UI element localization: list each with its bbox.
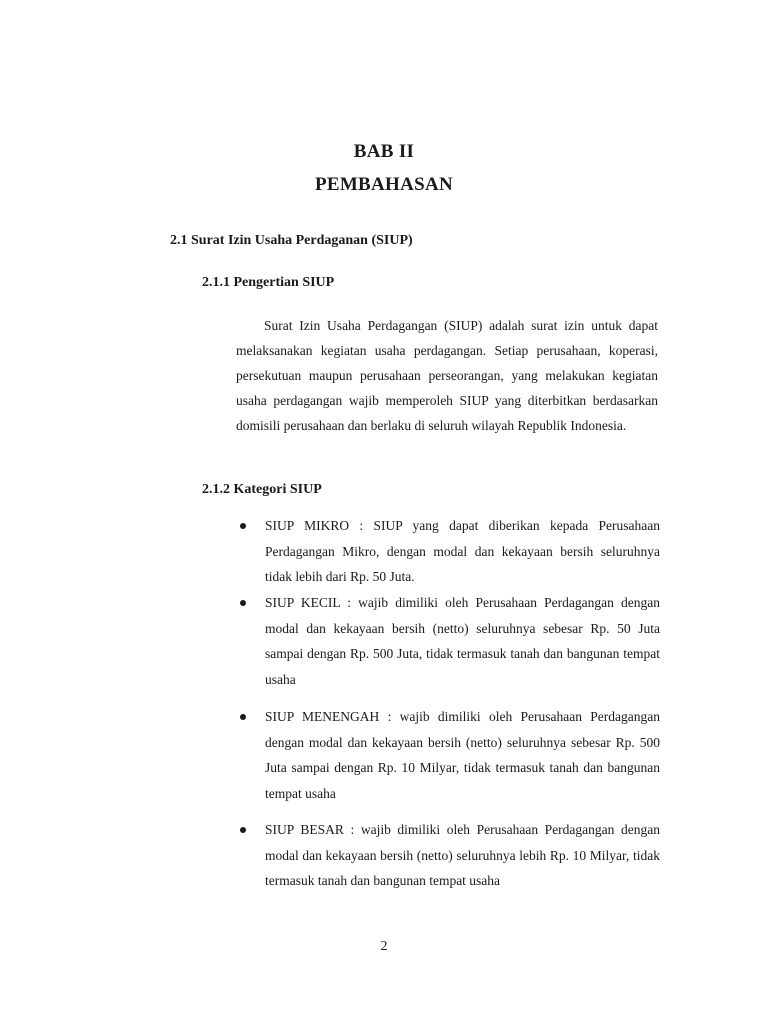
chapter-title: PEMBAHASAN <box>314 174 454 195</box>
page-number: 2 <box>380 939 388 954</box>
list-item-text: SIUP BESAR : wajib dimiliki oleh Perusahaan Perdagangan dengan modal dan kekayaan bersih (netto) seluruhnya lebih Rp. 10 Milyar, tidak termasuk tanah dan bangunan tempat usaha <box>265 822 660 888</box>
bullet-icon <box>240 714 246 720</box>
list-item-text: SIUP KECIL : wajib dimiliki oleh Perusahaan Perdagangan dengan modal dan kekayaan bersih (netto) seluruhnya sebesar Rp. 50 Juta sampai dengan Rp. 500 Juta, tidak termasuk tanah dan bangunan tempat usaha <box>265 595 660 687</box>
bullet-icon <box>240 827 246 833</box>
chapter-number: BAB II <box>353 141 415 162</box>
subsection-heading-definition: 2.1.1 Pengertian SIUP <box>202 275 335 290</box>
list-item-text: SIUP MENENGAH : wajib dimiliki oleh Perusahaan Perdagangan dengan modal dan kekayaan bersih (netto) seluruhnya sebesar Rp. 500 Juta sampai dengan Rp. 10 Milyar, tidak termasuk tanah dan bangunan tempat usaha <box>265 709 660 801</box>
bullet-icon <box>240 523 246 529</box>
section-heading: 2.1 Surat Izin Usaha Perdaganan (SIUP) <box>170 233 413 248</box>
definition-paragraph: Surat Izin Usaha Perdagangan (SIUP) adalah surat izin untuk dapat melaksanakan kegiatan usaha perdagangan. Setiap perusahaan, koperasi, persekutuan maupun perusahaan perseorangan, yang melakukan kegiatan usaha perdagangan wajib memperoleh SIUP yang diterbitkan berdasarkan domisili perusahaan dan berlaku di seluruh wilayah Republik Indonesia. <box>236 318 658 433</box>
bullet-icon <box>240 600 246 606</box>
list-item-text: SIUP MIKRO : SIUP yang dapat diberikan kepada Perusahaan Perdagangan Mikro, dengan modal dan kekayaan bersih seluruhnya tidak lebih dari Rp. 50 Juta. <box>265 518 660 584</box>
subsection-heading-categories: 2.1.2 Kategori SIUP <box>202 482 322 497</box>
